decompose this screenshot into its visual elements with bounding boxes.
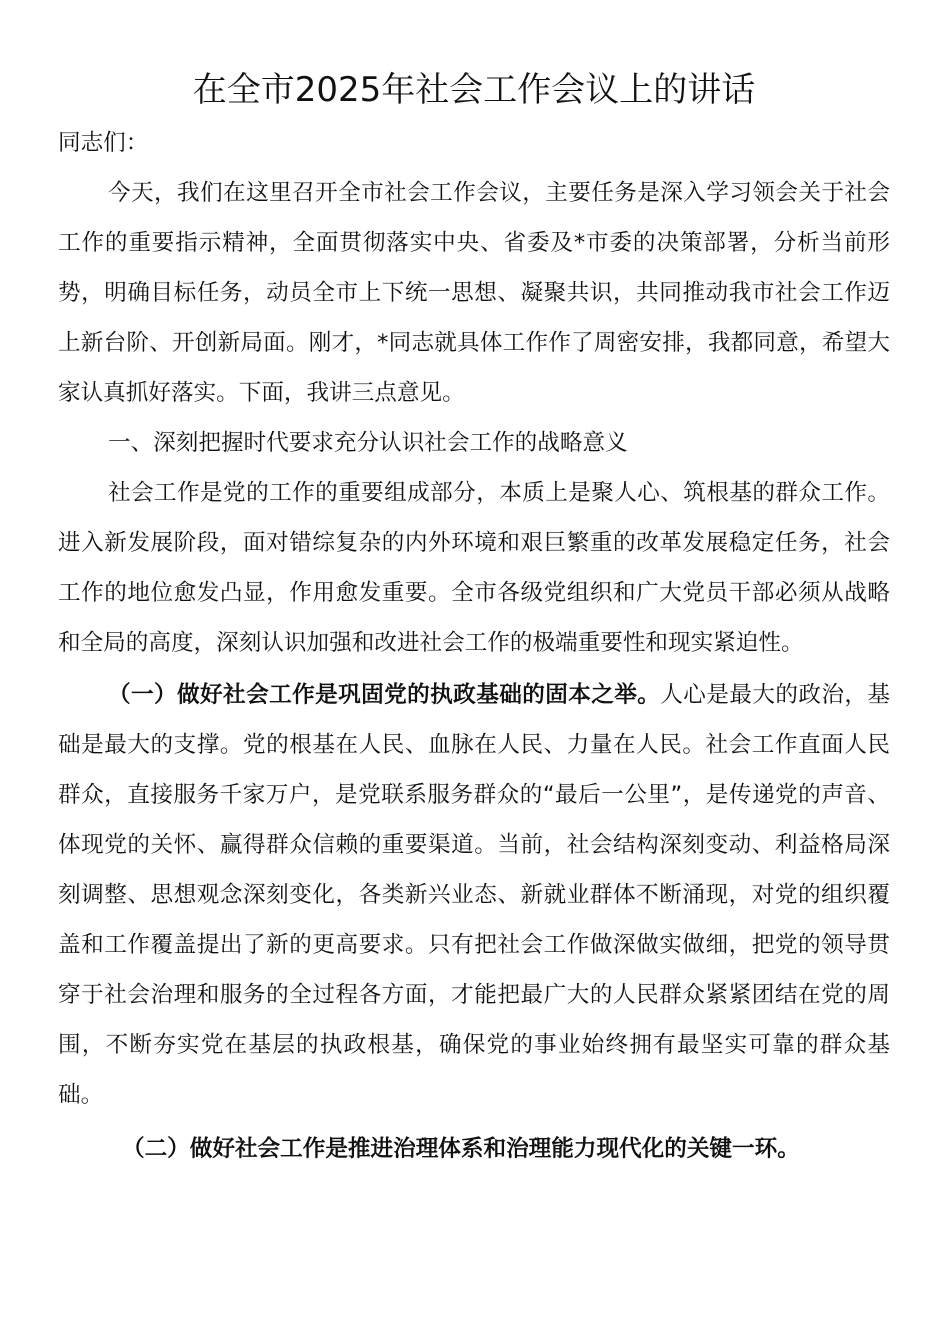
point-two-lead: （二）做好社会工作是推进治理体系和治理能力现代化的关键一环。 (122, 1136, 800, 1162)
section-heading-one (58, 418, 890, 468)
paragraph-opening (58, 168, 890, 418)
point-one-lead: （一）做好社会工作是巩固党的执政基础的固本之举。 (108, 682, 661, 708)
paragraph-text: 人心是最大的政治，基础是最大的支撑。党的根基在人民、血脉在人民、力量在人民。社会工作直面人民群众，直接服务千家万户，是党联系服务群众的“最后一公里”，是传递党的声音、体现党的关怀、赢得群众信赖的重要渠道。当前，社会结构深刻变动、利益格局深刻调整、思想观念深刻变化，各类新兴业态、新就业群体不断涌现，对党的组织覆盖和工作覆盖提出了新的更高要求。只有把社会工作做深做实做细，把党的领导贯穿于社会治理和服务的全过程各方面，才能把最广大的人民群众紧紧团结在党的周围，不断夯实党在基层的执政根基，确保党的事业始终拥有最坚实可靠的群众基础。 (58, 682, 891, 1108)
document-page (58, 62, 890, 1174)
paragraph-text: 社会工作是党的工作的重要组成部分，本质上是聚人心、筑根基的群众工作。进入新发展阶段，面对错综复杂的内外环境和艰巨繁重的改革发展稳定任务，社会工作的地位愈发凸显，作用愈发重要。全市各级党组织和广大党员干部必须从战略和全局的高度，深刻认识加强和改进社会工作的极端重要性和现实紧迫性。 (58, 480, 890, 656)
paragraph-section-one-intro (58, 468, 890, 668)
paragraph-point-two (58, 1124, 890, 1174)
document-title: 在全市2025年社会工作会议上的讲话 (192, 70, 756, 110)
salutation: 同志们： (58, 130, 149, 156)
paragraph-text: 今天，我们在这里召开全市社会工作会议，主要任务是深入学习领会关于社会工作的重要指示精神，全面贯彻落实中央、省委及*市委的决策部署，分析当前形势，明确目标任务，动员全市上下统一思想、凝聚共识，共同推动我市社会工作迈上新台阶、开创新局面。刚才，*同志就具体工作作了周密安排，我都同意，希望大家认真抓好落实。下面，我讲三点意见。 (58, 180, 890, 406)
paragraph-point-one (58, 670, 890, 1120)
section-heading-text: 一、深刻把握时代要求充分认识社会工作的战略意义 (108, 430, 628, 456)
